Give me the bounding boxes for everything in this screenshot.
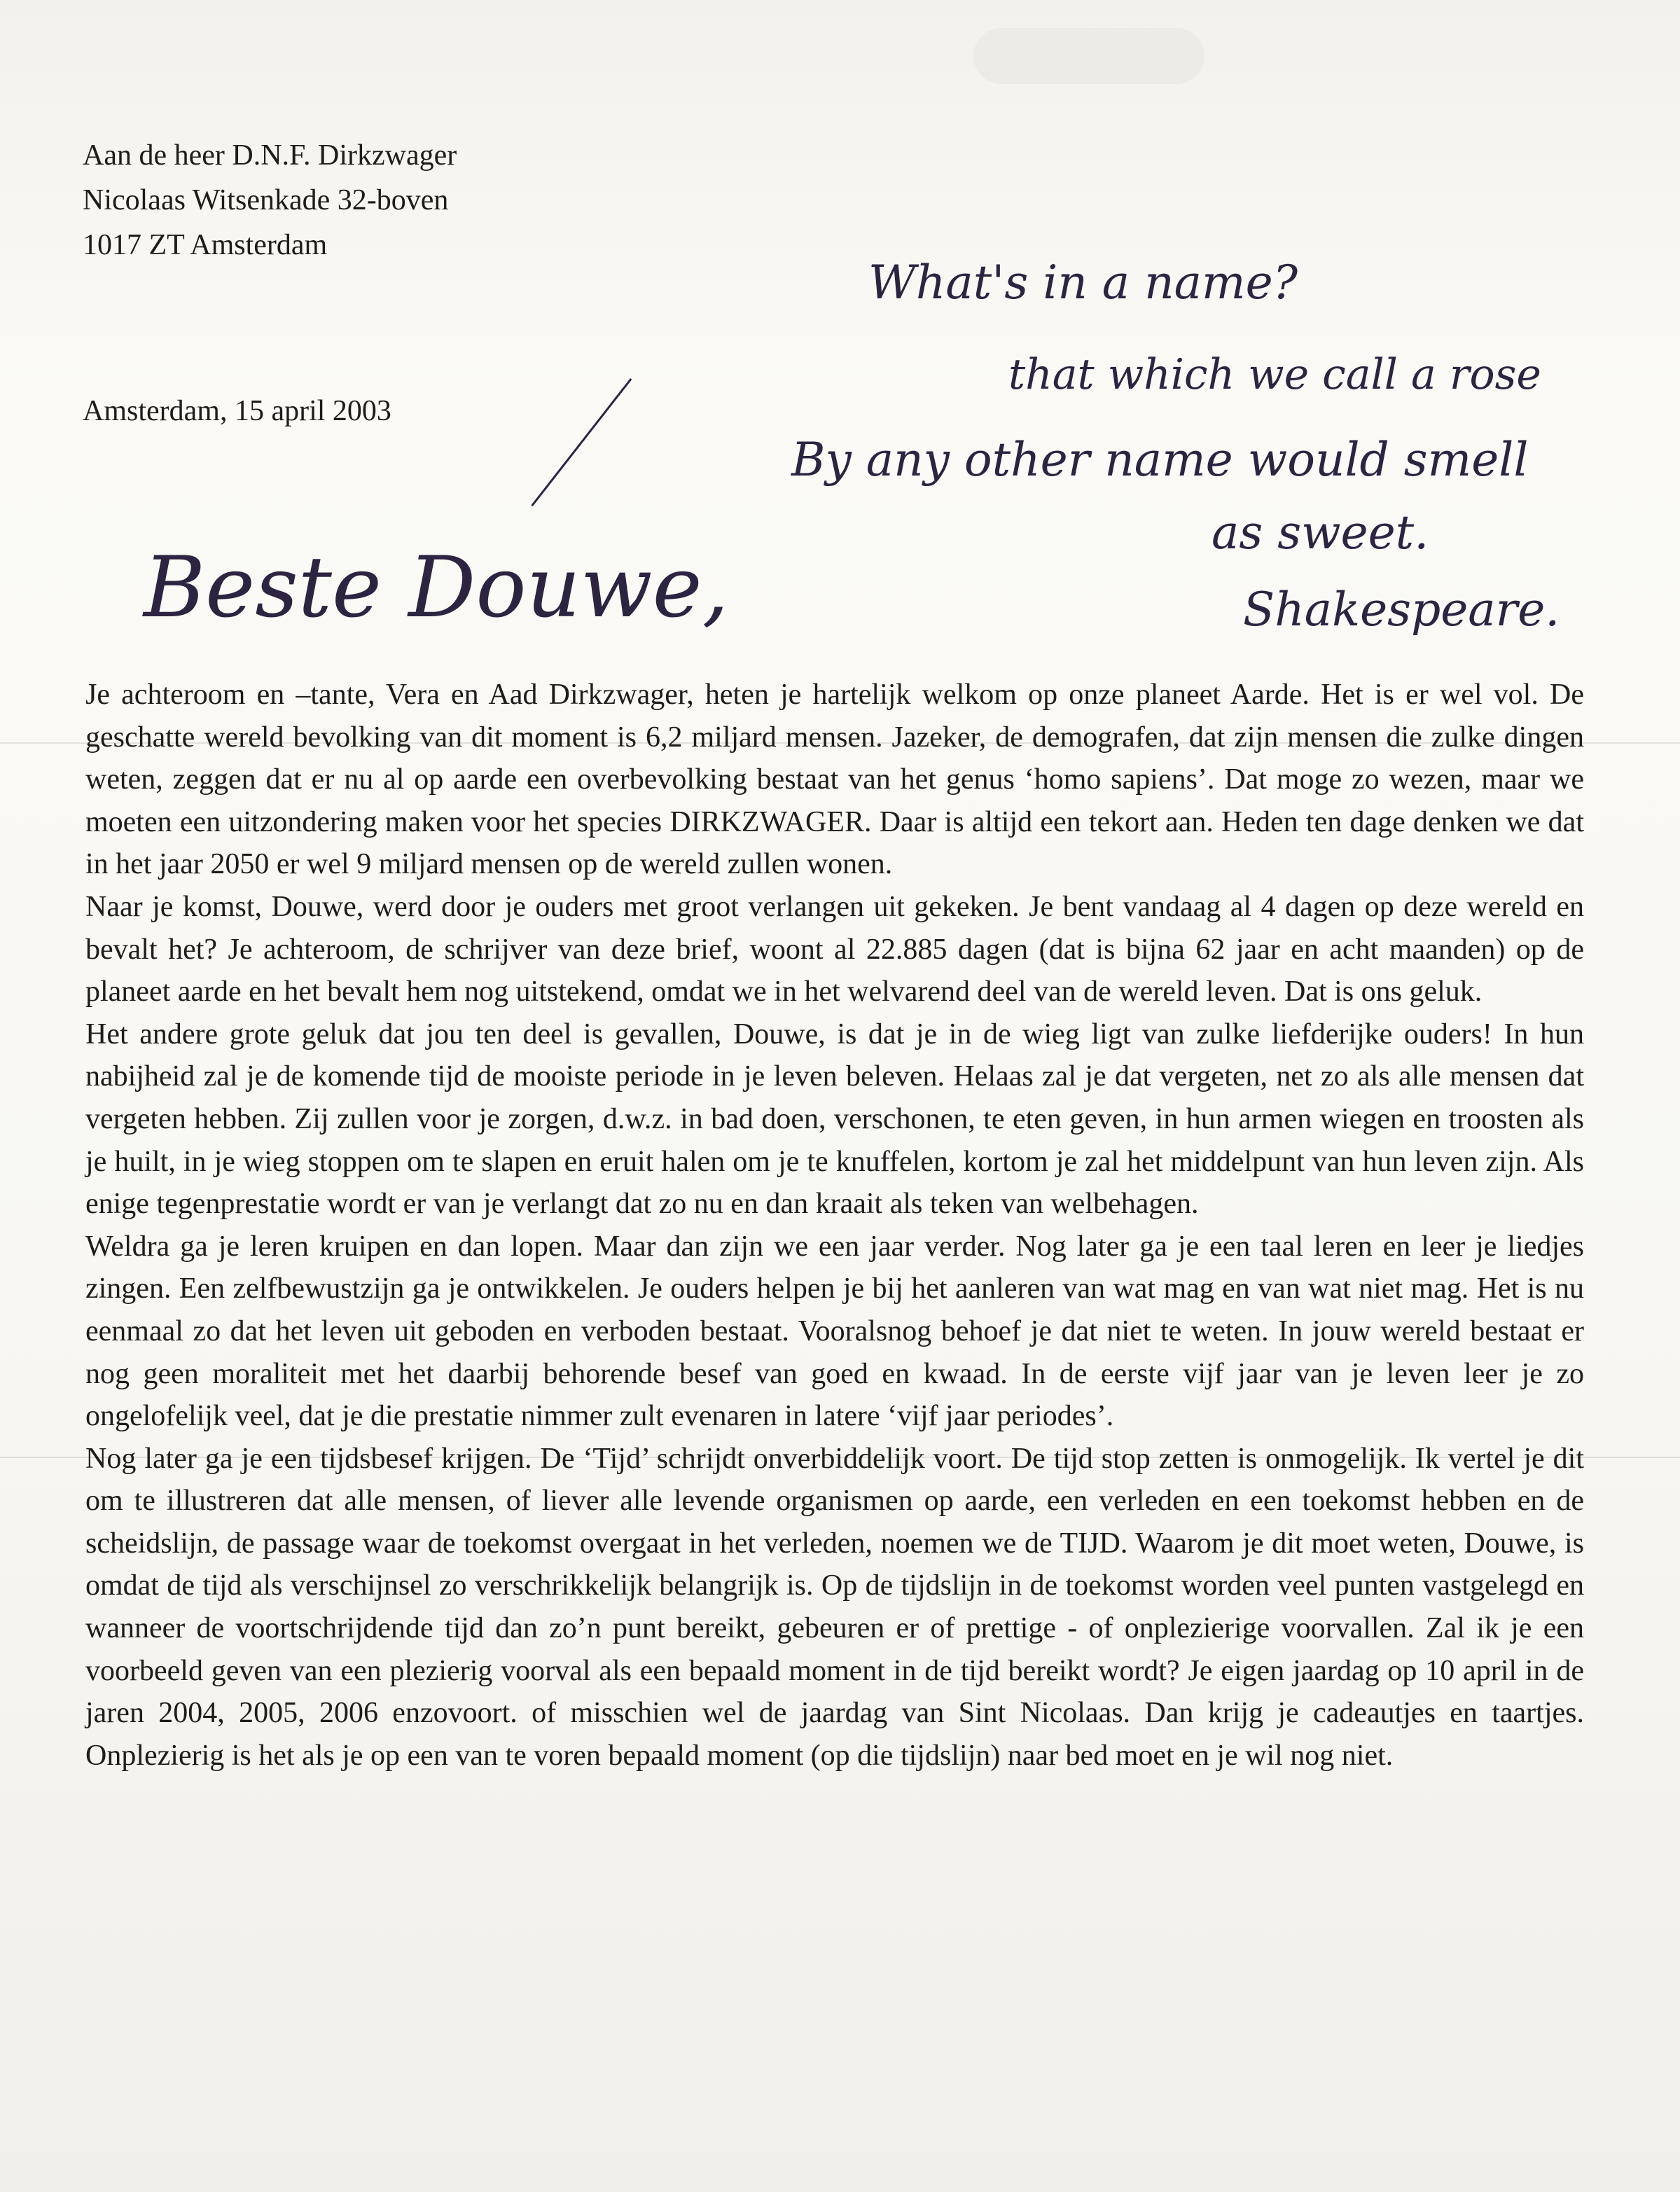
greeting: Beste Douwe, bbox=[144, 539, 729, 637]
body-paragraph: Je achteroom en –tante, Vera en Aad Dirkzwager, heten je hartelijk welkom op onze planeet Aarde. Het is er wel vol. De geschatte wereld bevolking van dit moment is 6,2 miljard mensen. Jazeker, de demografen, dat zijn mensen die zulke dingen weten, zeggen dat er nu al op aarde een overbevolking bestaat van het genus ‘homo sapiens’. Dat moge zo wezen, maar we moeten een uitzondering maken voor het species DIRKZWAGER. Daar is altijd een tekort aan. Heden ten dage denken we dat in het jaar 2050 er wel 9 miljard mensen op de wereld zullen wonen. bbox=[85, 679, 1584, 881]
body-paragraph: Nog later ga je een tijdsbesef krijgen. De ‘Tijd’ schrijdt onverbiddelijk voort. De tijd stop zetten is onmogelijk. Ik vertel je dit om te illustreren dat alle mensen, of liever alle levende organismen op aarde, een verleden en een toekomst hebben en de scheidslijn, de passage waar de toekomst overgaat in het verleden, noemen we de TIJD. Waarom je dit moet weten, Douwe, is omdat de tijd als verschijnsel zo verschrikkelijk belangrijk is. Op de tijdslijn in de toekomst worden veel punten vastgelegd en wanneer de voortschrijdende tijd dan zo’n punt bereikt, gebeuren er of prettige - of onplezierige voorvallen. Zal ik je een voorbeeld geven van een plezierig voorval als een bepaald moment in de tijd bereikt wordt? Je eigen jaardag op 10 april in de jaren 2004, 2005, 2006 enzovoort. of misschien wel de jaardag van Sint Nicolaas. Dan krijg je cadeautjes en taartjes. Onplezierig is het als je op een van te voren bepaald moment (op die tijdslijn) naar bed moet en je wil nog niet. bbox=[85, 1442, 1584, 1772]
faded-stamp bbox=[973, 28, 1205, 84]
body-paragraph: Weldra ga je leren kruipen en dan lopen. Maar dan zijn we een jaar verder. Nog later ga je een taal leren en leer je liedjes zingen. Een zelfbewustzijn ga je ontwikkelen. Je ouders helpen je bij het aanleren van wat mag en van wat niet mag. Het is nu eenmaal zo dat het leven uit geboden en verboden bestaat. Vooralsnog behoef je dat niet te weten. In jouw wereld bestaat er nog geen moraliteit met het daarbij behorende besef van goed en kwaad. In de eerste vijf jaar van je leven leer je zo ongelofelijk veel, dat je die prestatie nimmer zult evenaren in latere ‘vijf jaar periodes’. bbox=[85, 1230, 1584, 1433]
handwritten-stroke bbox=[531, 378, 632, 506]
recipient-address bbox=[83, 133, 457, 268]
quote-line: What's in a name? bbox=[868, 256, 1298, 310]
quote-line: that which we call a rose bbox=[1008, 350, 1541, 399]
letter-date: Amsterdam, 15 april 2003 bbox=[83, 395, 391, 427]
quote-signature: Shakespeare. bbox=[1243, 583, 1560, 637]
address-line: Aan de heer D.N.F. Dirkzwager bbox=[83, 139, 457, 172]
body-paragraph: Het andere grote geluk dat jou ten deel is gevallen, Douwe, is dat je in de wieg ligt van zulke liefderijke ouders! In hun nabijheid zal je de komende tijd de mooiste periode in je leven beleven. Helaas zal je dat vergeten, net zo als alle mensen dat vergeten hebben. Zij zullen voor je zorgen, d.w.z. in bad doen, verschonen, te eten geven, in hun armen wiegen en troosten als je huilt, in je wieg stoppen om te slapen en eruit halen om je te knuffelen, kortom je zal het middelpunt van hun leven zijn. Als enige tegenprestatie wordt er van je verlangt dat zo nu en dan kraait als teken van welbehagen. bbox=[85, 1018, 1584, 1221]
quote-line: as sweet. bbox=[1212, 506, 1429, 560]
letter-body bbox=[85, 674, 1584, 1777]
address-line: 1017 ZT Amsterdam bbox=[83, 229, 328, 261]
body-paragraph: Naar je komst, Douwe, werd door je ouders met groot verlangen uit gekeken. Je bent vandaag al 4 dagen op deze wereld en bevalt het? Je achteroom, de schrijver van deze brief, woont al 22.885 dagen (dat is bijna 62 jaar en acht maanden) op de planeet aarde en het bevalt hem nog uitstekend, omdat we in het welvarend deel van de wereld leven. Dat is ons geluk. bbox=[85, 890, 1584, 1008]
address-line: Nicolaas Witsenkade 32-boven bbox=[83, 184, 449, 216]
quote-line: By any other name would smell bbox=[791, 433, 1529, 487]
